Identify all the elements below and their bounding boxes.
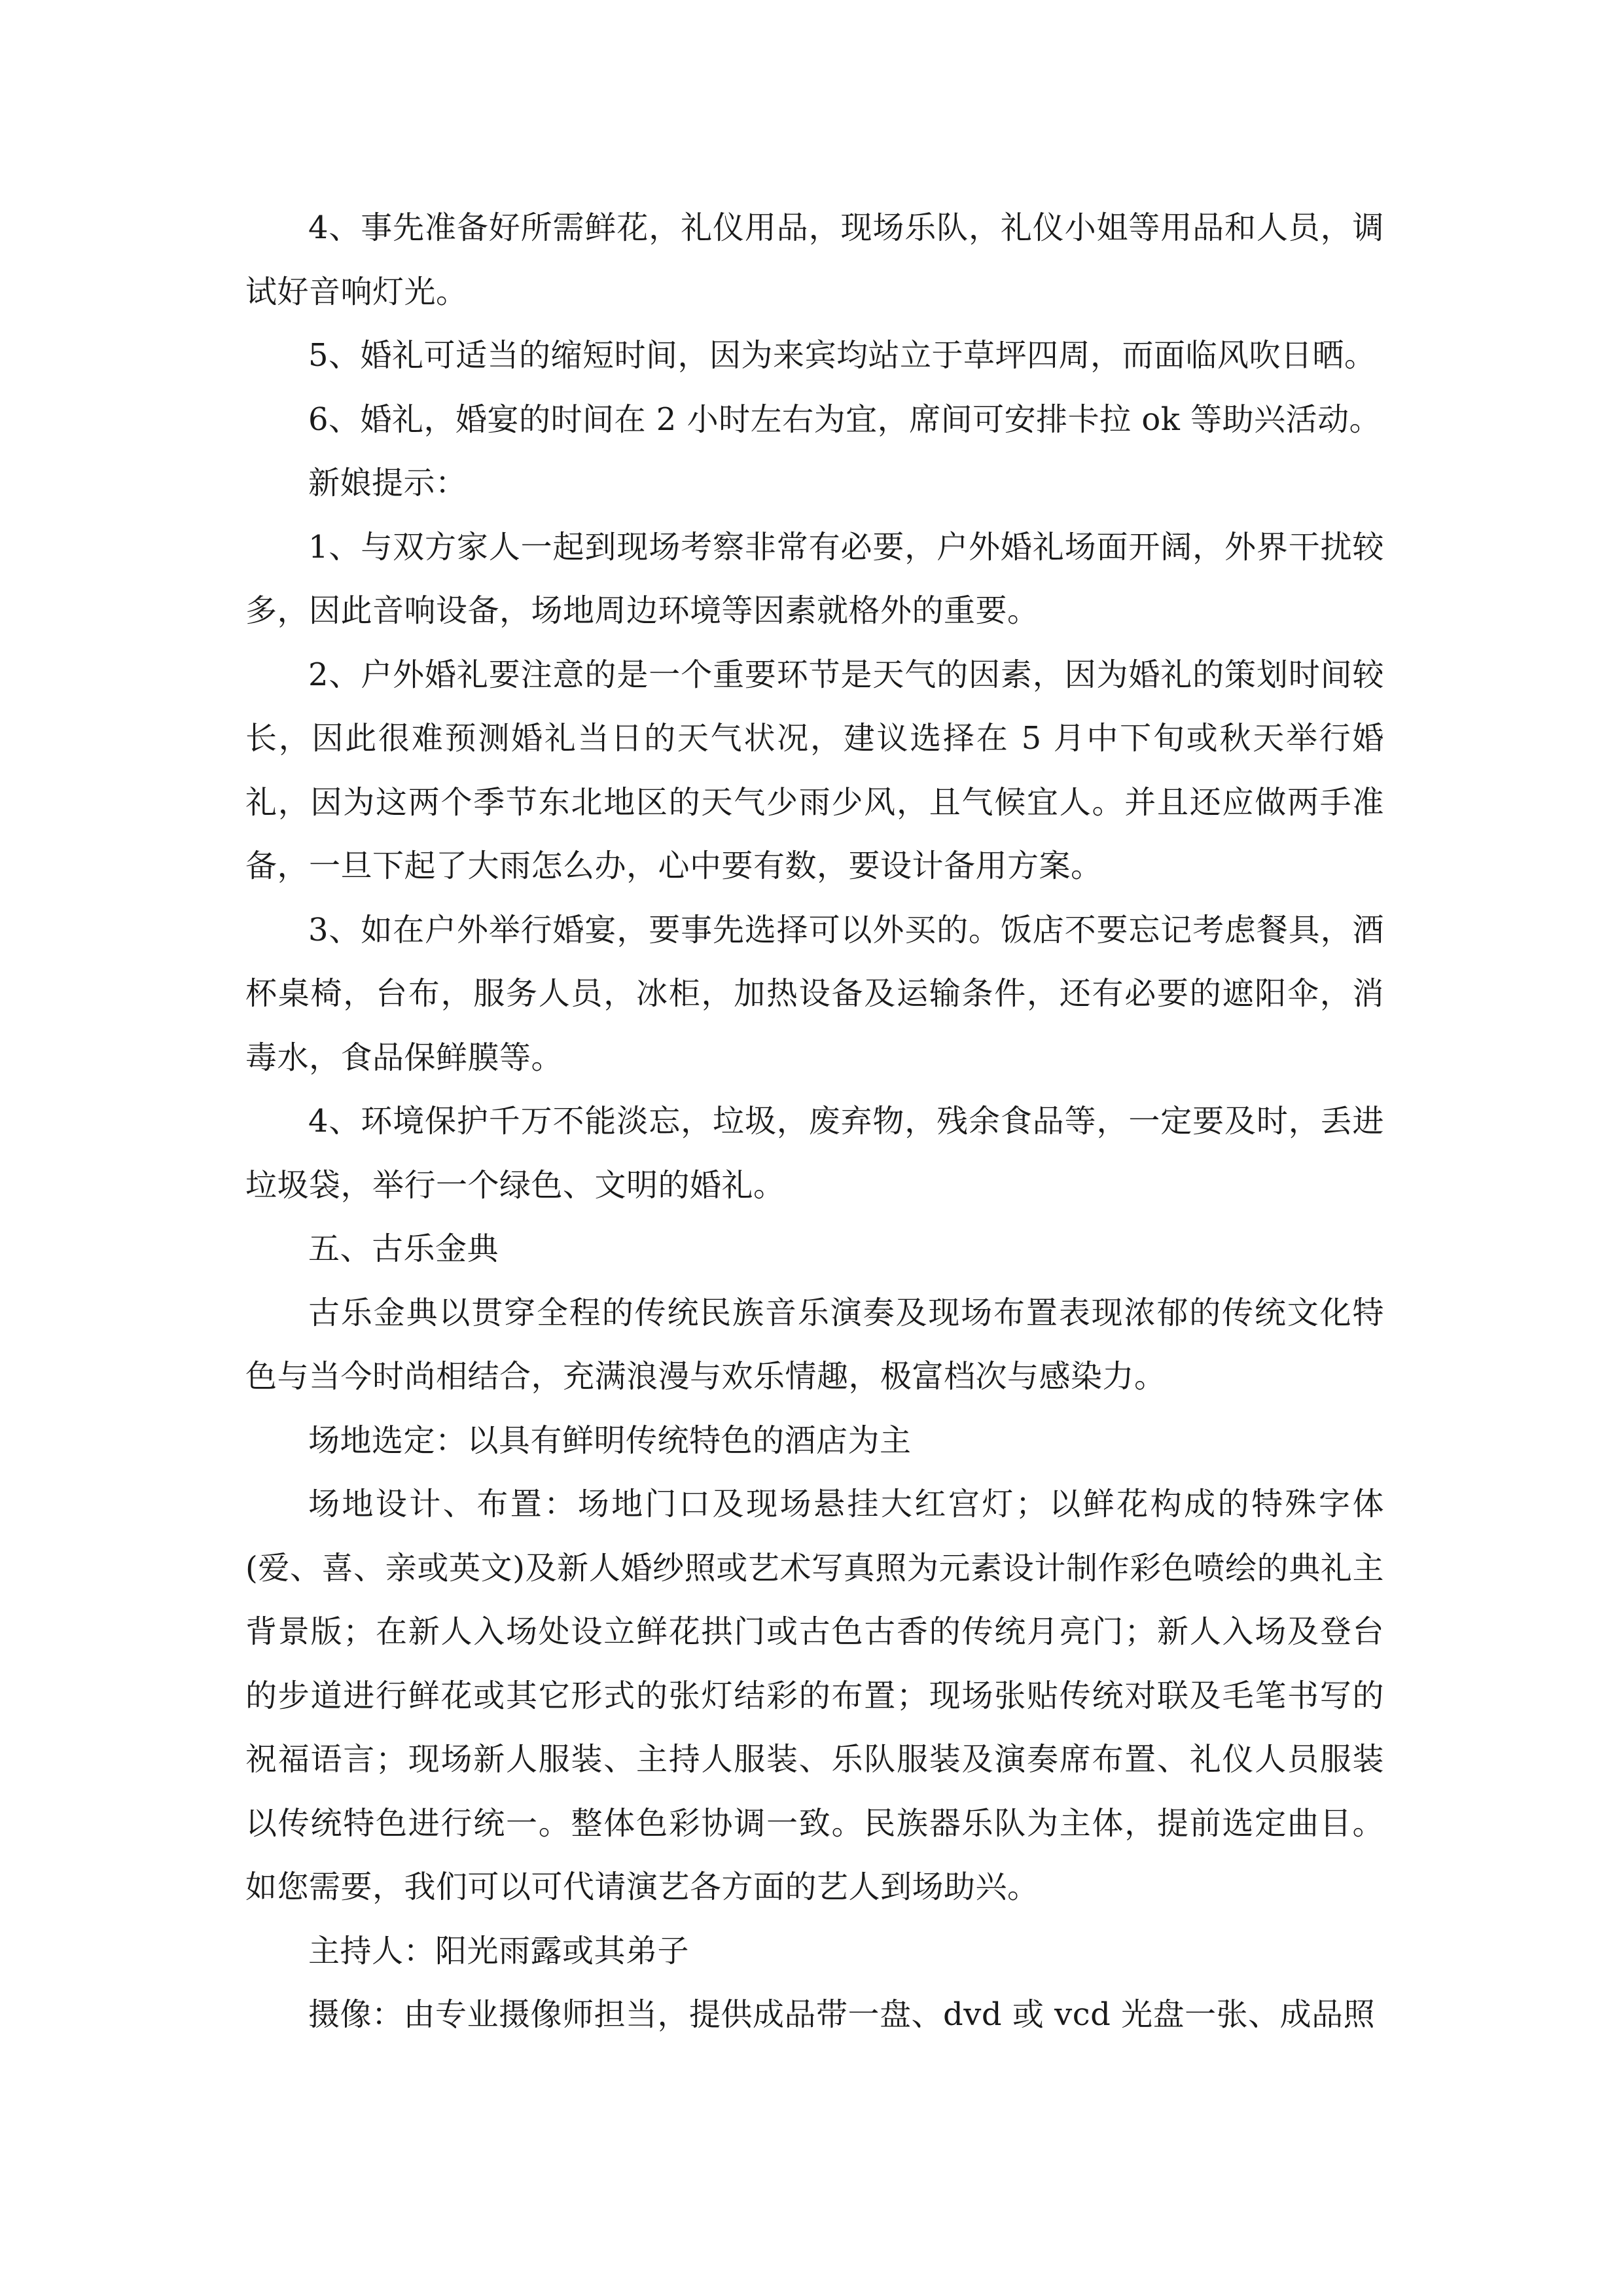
paragraph-item-4-preparation: 4、事先准备好所需鲜花，礼仪用品，现场乐队，礼仪小姐等用品和人员，调试好音响灯光。: [245, 209, 1384, 310]
paragraph-item-5-shorten-time: 5、婚礼可适当的缩短时间，因为来宾均站立于草坪四周，而面临风吹日晒。: [308, 337, 1376, 374]
paragraph-host: 主持人：阳光雨露或其弟子: [308, 1932, 690, 1969]
paragraph-bride-tips-heading: 新娘提示：: [308, 465, 467, 501]
paragraph-videography: 摄像：由专业摄像师担当，提供成品带一盘、dvd 或 vcd 光盘一张、成品照: [308, 1996, 1376, 2033]
paragraph-tip-1: 1、与双方家人一起到现场考察非常有必要，户外婚礼场面开阔，外界干扰较多，因此音响设备，场地周边环境等因素就格外的重要。: [245, 528, 1384, 629]
paragraph-section-intro: 古乐金典以贯穿全程的传统民族音乐演奏及现场布置表现浓郁的传统文化特色与当今时尚相结合，充满浪漫与欢乐情趣，极富档次与感染力。: [245, 1294, 1384, 1395]
paragraph-tip-2: 2、户外婚礼要注意的是一个重要环节是天气的因素，因为婚礼的策划时间较长，因此很难预测婚礼当日的天气状况，建议选择在 5 月中下旬或秋天举行婚礼，因为这两个季节东北地区的天气少雨少风，且气候宜人。并且还应做两手准备，一旦下起了大雨怎么办，心中要有数，要设计备用方案。: [245, 656, 1384, 884]
paragraph-tip-3: 3、如在户外举行婚宴，要事先选择可以外买的。饭店不要忘记考虑餐具，酒杯桌椅，台布，服务人员，冰柜，加热设备及运输条件，还有必要的遮阳伞，消毒水，食品保鲜膜等。: [245, 911, 1384, 1076]
paragraph-item-6-banquet-time: 6、婚礼，婚宴的时间在 2 小时左右为宜，席间可安排卡拉 ok 等助兴活动。: [308, 401, 1382, 438]
paragraph-venue-selection: 场地选定：以具有鲜明传统特色的酒店为主: [308, 1422, 912, 1459]
paragraph-tip-4: 4、环境保护千万不能淡忘，垃圾，废弃物，残余食品等，一定要及时，丢进垃圾袋，举行一个绿色、文明的婚礼。: [245, 1103, 1384, 1204]
document-body: [245, 196, 1384, 2047]
paragraph-venue-design: 场地设计、布置：场地门口及现场悬挂大红宫灯；以鲜花构成的特殊字体(爱、喜、亲或英文)及新人婚纱照或艺术写真照为元素设计制作彩色喷绘的典礼主背景版；在新人入场处设立鲜花拱门或古色古香的传统月亮门；新人入场及登台的步道进行鲜花或其它形式的张灯结彩的布置；现场张贴传统对联及毛笔书写的祝福语言；现场新人服装、主持人服装、乐队服装及演奏席布置、礼仪人员服装以传统特色进行统一。整体色彩协调一致。民族器乐队为主体，提前选定曲目。如您需要，我们可以可代请演艺各方面的艺人到场助兴。: [245, 1486, 1384, 1905]
section-heading-five: 五、古乐金典: [308, 1230, 499, 1267]
